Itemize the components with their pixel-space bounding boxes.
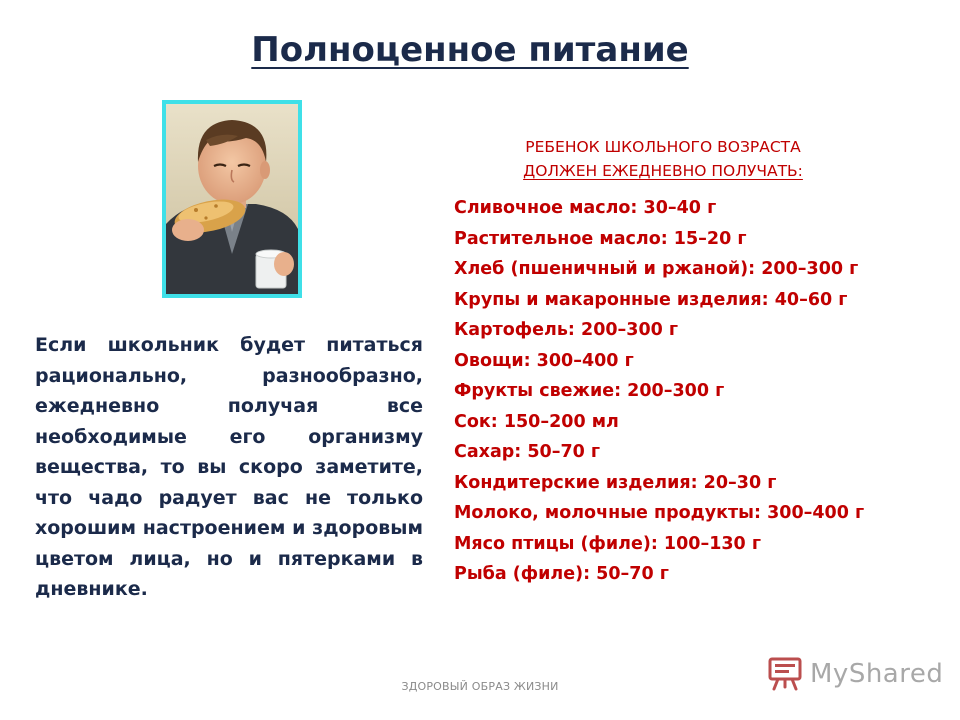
list-item: Молоко, молочные продукты: 300–400 г	[454, 503, 865, 523]
daily-norms-list	[454, 193, 944, 590]
list-item: Рыба (филе): 50–70 г	[454, 564, 669, 584]
daily-norms-block	[454, 135, 944, 590]
list-item: Кондитерские изделия: 20–30 г	[454, 472, 777, 493]
list-item: Овощи: 300–400 г	[454, 350, 634, 371]
boy-eating-photo	[162, 100, 302, 298]
slide-footer: ЗДОРОВЫЙ ОБРАЗ ЖИЗНИ	[401, 680, 559, 693]
list-item: Сливочное масло: 30–40 г	[454, 198, 717, 218]
norms-header-line-1: РЕБЕНОК ШКОЛЬНОГО ВОЗРАСТА	[525, 138, 801, 156]
list-item: Сахар: 50–70 г	[454, 442, 601, 462]
myshared-logo[interactable]	[766, 654, 943, 694]
list-item: Фрукты свежие: 200–300 г	[454, 381, 725, 401]
list-item: Картофель: 200–300 г	[454, 320, 679, 340]
presentation-board-icon	[766, 657, 806, 691]
slide-title: Полноценное питание	[251, 30, 689, 70]
motivation-paragraph: Если школьник будет питаться рационально, разнообразно, ежедневно получая все необходимые его организму вещества, то вы скоро заметите, что чадо радует вас не только хорошим настроением и здоровым цветом лица, но и пятерками в дневнике.	[35, 334, 423, 600]
list-item: Крупы и макаронные изделия: 40–60 г	[454, 289, 848, 310]
list-item: Растительное масло: 15–20 г	[454, 228, 747, 249]
list-item: Сок: 150–200 мл	[454, 411, 619, 432]
list-item: Мясо птицы (филе): 100–130 г	[454, 533, 761, 554]
boy-eating-photo-illustration	[166, 104, 298, 294]
list-item: Хлеб (пшеничный и ржаной): 200–300 г	[454, 259, 859, 279]
norms-header-line-2: ДОЛЖЕН ЕЖЕДНЕВНО ПОЛУЧАТЬ:	[523, 162, 803, 180]
logo-text: MyShared	[810, 659, 944, 689]
